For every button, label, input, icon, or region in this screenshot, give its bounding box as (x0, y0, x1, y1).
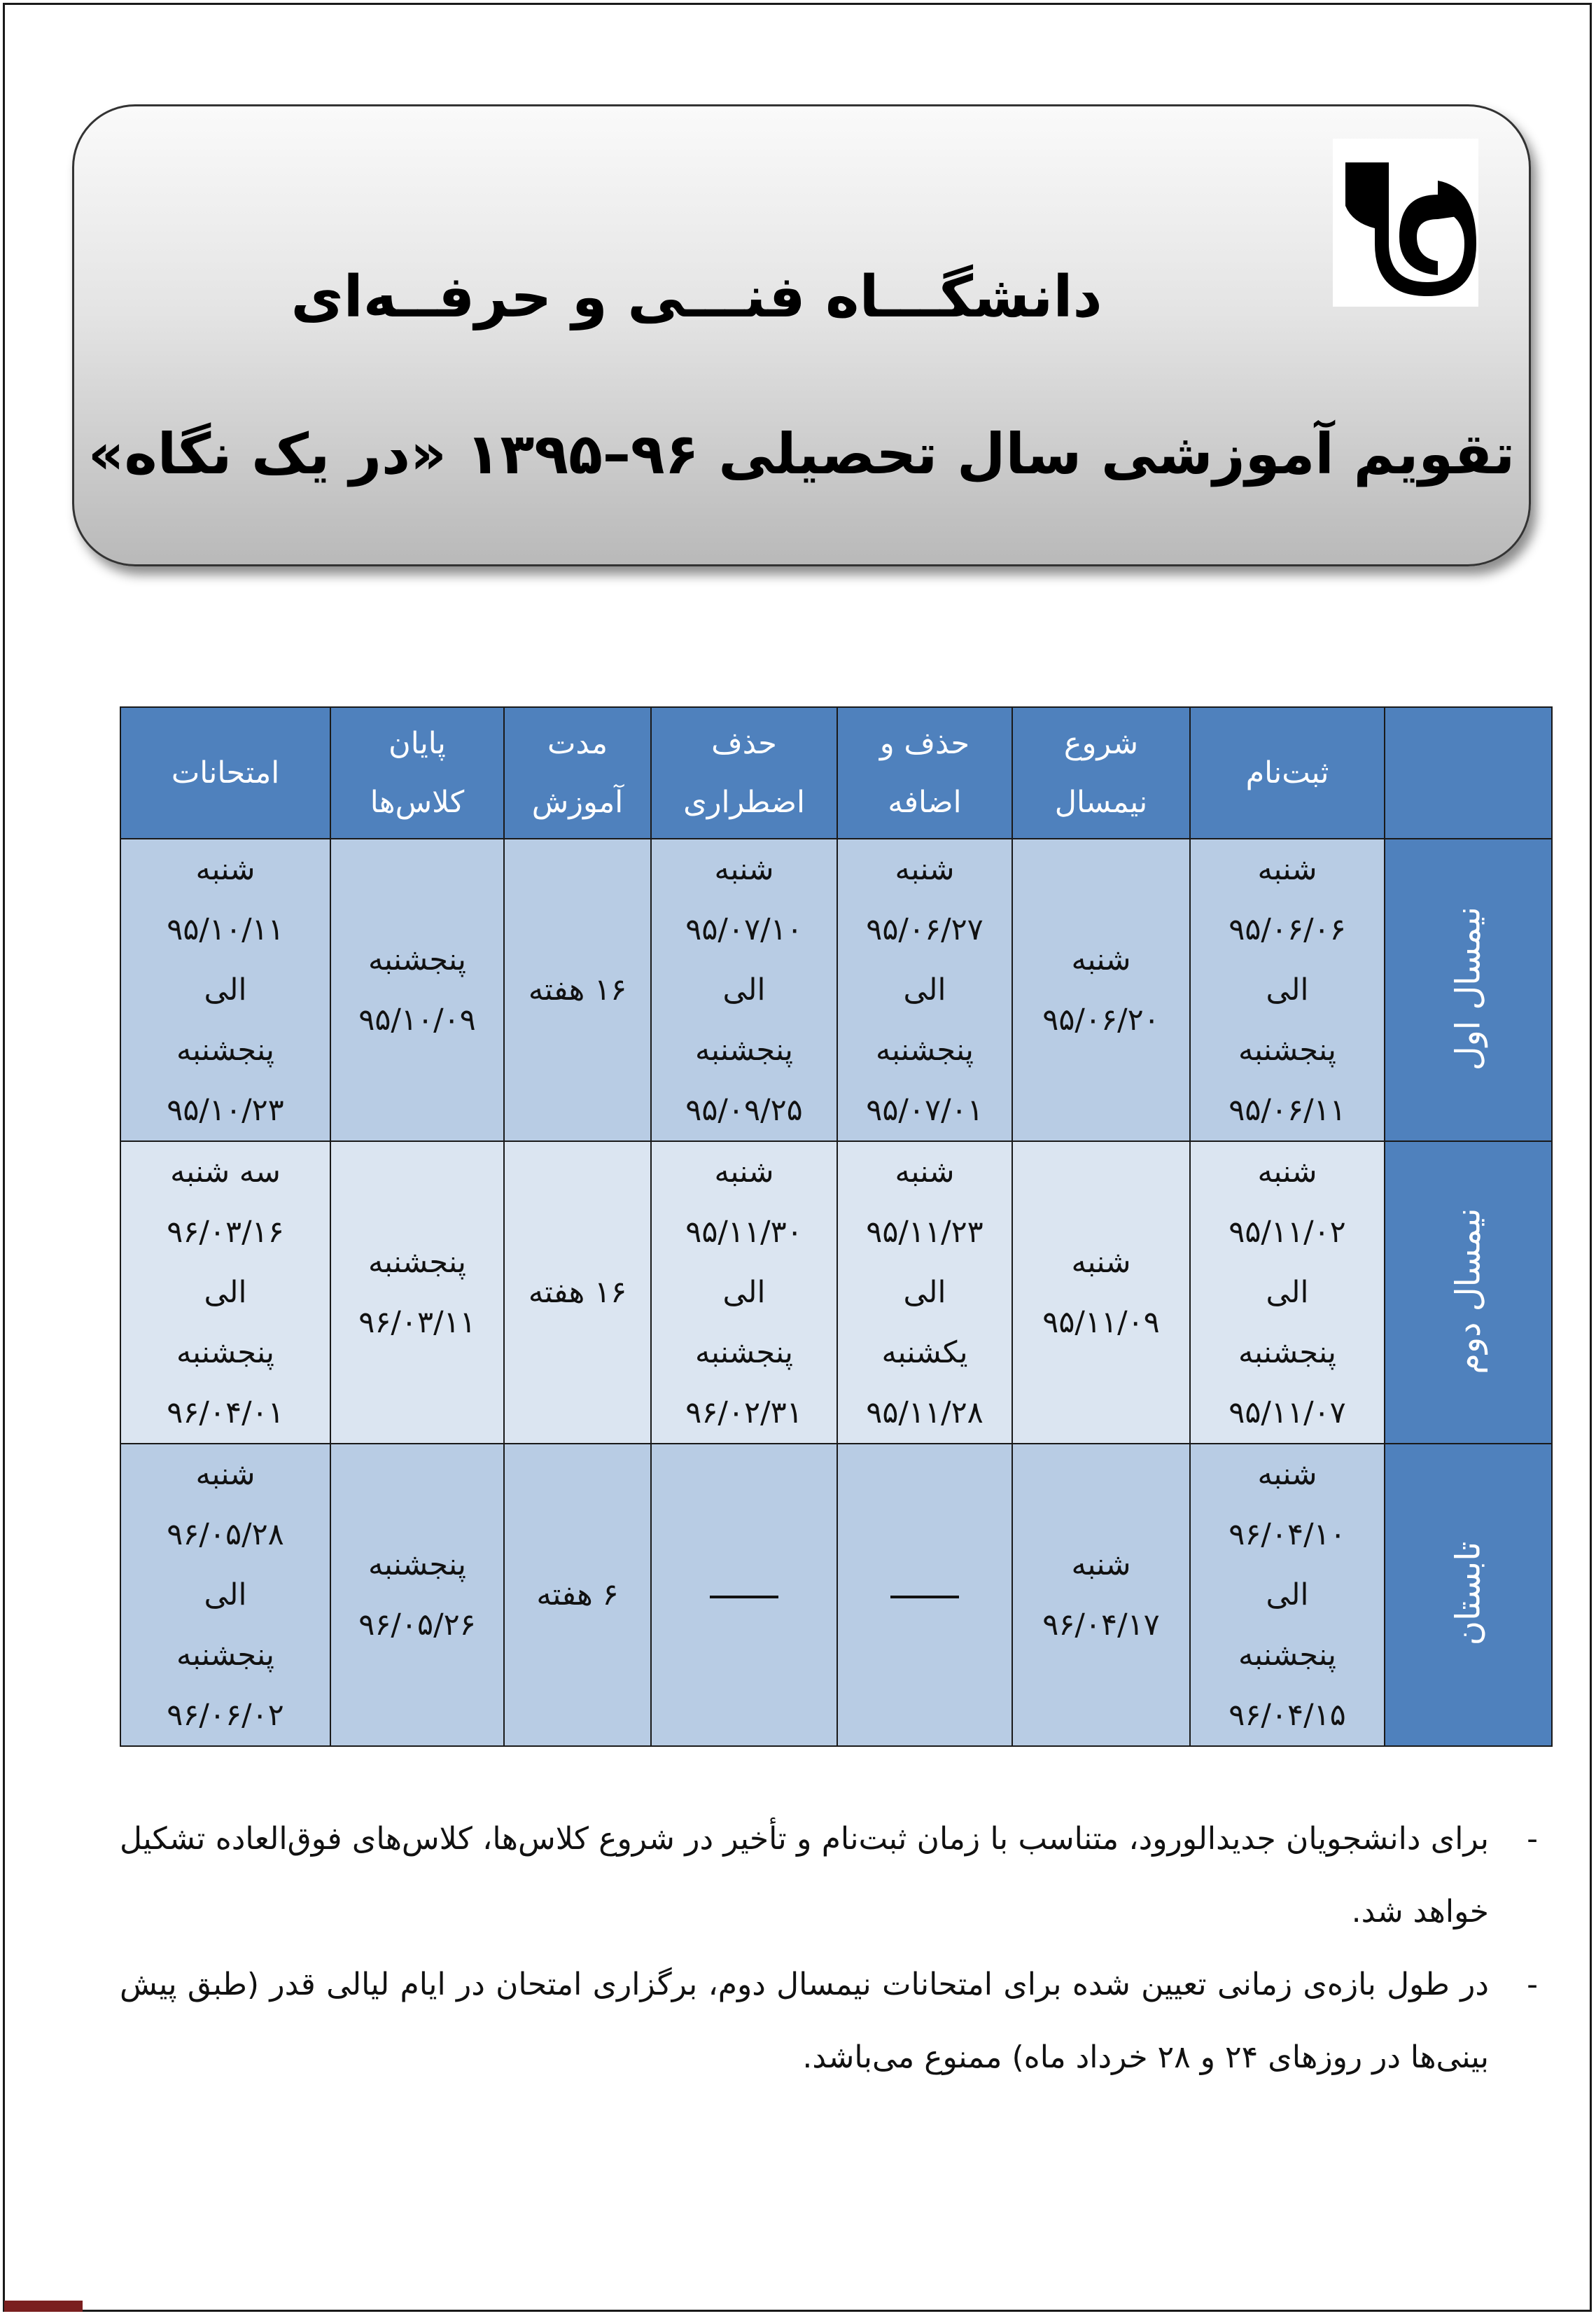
column-header (837, 707, 1012, 839)
cell-text: الی (204, 972, 247, 1007)
cell-text: ۹۵/۱۱/۲۸ (866, 1395, 983, 1430)
semester-start-cell (1012, 1141, 1190, 1444)
cell-text: ۹۶/۰۶/۰۲ (167, 1698, 284, 1733)
classes-end-cell (330, 839, 504, 1141)
column-header-label: ثبت‌نام (1245, 755, 1329, 790)
cell-text: ۱۶ هفته (528, 1275, 627, 1310)
cell-text: ۹۶/۰۴/۱۵ (1228, 1698, 1346, 1733)
cell-text: الی (722, 972, 766, 1007)
column-header-label: امتحانات (171, 755, 280, 790)
university-logo-icon (1333, 139, 1478, 307)
cell-text: ۹۵/۱۰/۲۳ (167, 1093, 284, 1128)
cell-text: ۹۶/۰۴/۱۰ (1228, 1517, 1346, 1552)
cell-text: یکشنبه (881, 1335, 968, 1370)
cell-text: ۹۵/۰۹/۲۵ (685, 1093, 803, 1128)
cell-text: ۹۵/۱۰/۰۹ (358, 1003, 476, 1038)
column-header (330, 707, 504, 839)
cell-text: ۹۶/۰۲/۳۱ (685, 1395, 803, 1430)
cell-text: شنبه (1071, 1245, 1131, 1280)
cell-text: ۱۶ هفته (528, 972, 627, 1007)
note-bullet: - (1527, 1821, 1538, 1857)
cell-text: الی (722, 1275, 766, 1310)
column-header-label: پایان (388, 726, 446, 761)
add-drop-cell (837, 1444, 1012, 1746)
semester-label: تابستان (1448, 1541, 1488, 1646)
emergency-drop-cell (651, 1444, 837, 1746)
cell-text: پنجشنبه (694, 1335, 794, 1370)
classes-end-cell (330, 1444, 504, 1746)
column-header (504, 707, 651, 839)
column-header-label: شروع (1063, 726, 1139, 761)
emergency-drop-cell (651, 1141, 837, 1444)
cell-text: الی (1266, 1275, 1309, 1310)
cell-text: سه شنبه (170, 1154, 281, 1190)
add-drop-cell (837, 1141, 1012, 1444)
column-header (651, 707, 837, 839)
cell-text: الی (204, 1577, 247, 1612)
cell-text: شنبه (195, 1457, 255, 1492)
exams-cell (120, 1444, 330, 1746)
cell-text: الی (1266, 972, 1309, 1007)
cell-text: ۹۵/۱۱/۰۹ (1042, 1305, 1160, 1340)
cell-text: ۹۶/۰۳/۱۶ (167, 1215, 284, 1250)
cell-text: الی (903, 972, 946, 1007)
cell-text: ۹۵/۱۱/۲۳ (866, 1215, 983, 1250)
cell-text: پنجشنبه (875, 1033, 974, 1068)
note-text: برای دانشجویان جدیدالورود، متناسب با زمان ثبت‌نام و تأخیر در شروع کلاس‌ها، کلاس‌های فوق‌العاده تشکیل خواهد شد. (120, 1821, 1489, 1930)
cell-text: شنبه (895, 1154, 955, 1190)
column-header-label: مدت (547, 726, 608, 761)
header-banner (72, 104, 1531, 566)
cell-text: شنبه (1257, 1154, 1317, 1190)
cell-text: شنبه (714, 1154, 774, 1190)
cell-text: شنبه (1071, 1547, 1131, 1582)
cell-text: الی (903, 1275, 946, 1310)
semester-start-cell (1012, 1444, 1190, 1746)
column-header-label: حذف و (879, 726, 970, 761)
source-watermark-badge (4, 2301, 83, 2312)
cell-text: ۶ هفته (536, 1577, 619, 1612)
university-logo (1333, 139, 1478, 307)
note-text: در طول بازه‌ی زمانی تعیین شده برای امتحانات نیمسال دوم، برگزاری امتحان در ایام لیالی قدر (طبق پیش بینی‌ها در روزهای ۲۴ و ۲۸ خرداد ماه) ممنوع می‌باشد. (120, 1967, 1489, 2075)
cell-text: پنجشنبه (694, 1033, 794, 1068)
corner-header-cell (1385, 707, 1552, 839)
cell-text: ۹۵/۱۱/۰۷ (1228, 1395, 1346, 1430)
calendar-title: تقویم آموزشی سال تحصیلی ۹۶–۱۳۹۵ «در یک نگاه» (88, 421, 1516, 487)
note-item (120, 1948, 1538, 2094)
page (3, 3, 1592, 2312)
cell-text: شنبه (195, 852, 255, 887)
cell-text: ۹۵/۰۶/۲۷ (866, 912, 983, 947)
emergency-drop-cell (651, 839, 837, 1141)
cell-text: ۹۵/۱۰/۱۱ (167, 912, 284, 947)
exams-cell (120, 839, 330, 1141)
academic-calendar-table (120, 706, 1553, 1747)
cell-text: ۹۵/۰۶/۱۱ (1228, 1093, 1346, 1128)
cell-text: الی (1266, 1577, 1309, 1612)
column-header (120, 707, 330, 839)
cell-text: ۹۶/۰۵/۲۸ (167, 1517, 284, 1552)
registration-cell (1190, 839, 1385, 1141)
table-row (120, 839, 1552, 1141)
column-header (1190, 707, 1385, 839)
cell-text: شنبه (714, 852, 774, 887)
cell-text: ۹۵/۰۷/۱۰ (685, 912, 803, 947)
cell-text: ۹۵/۰۶/۲۰ (1042, 1003, 1160, 1038)
column-header-label: حذف (711, 726, 777, 761)
notes-section (120, 1803, 1538, 2094)
cell-text: ۹۶/۰۳/۱۱ (358, 1305, 476, 1340)
semester-cell (1385, 1141, 1552, 1444)
cell-text: ۹۶/۰۴/۱۷ (1042, 1607, 1160, 1642)
not-applicable-dash (890, 1596, 959, 1598)
note-bullet: - (1527, 1967, 1538, 2002)
registration-cell (1190, 1444, 1385, 1746)
column-header-label: اضافه (888, 785, 962, 820)
registration-cell (1190, 1141, 1385, 1444)
cell-text: پنجشنبه (368, 942, 467, 977)
not-applicable-dash (710, 1596, 778, 1598)
cell-text: شنبه (1071, 942, 1131, 977)
column-header-label: کلاس‌ها (370, 785, 465, 820)
duration-cell (504, 839, 651, 1141)
column-header-label: اضطراری (683, 785, 805, 820)
semester-start-cell (1012, 839, 1190, 1141)
header-row (120, 707, 1552, 839)
cell-text: ۹۵/۱۱/۰۲ (1228, 1215, 1346, 1250)
cell-text: پنجشنبه (176, 1335, 275, 1370)
cell-text: شنبه (1257, 1457, 1317, 1492)
cell-text: شنبه (895, 852, 955, 887)
column-header (1012, 707, 1190, 839)
cell-text: پنجشنبه (368, 1245, 467, 1280)
column-header-label: نیمسال (1054, 785, 1148, 820)
cell-text: ۹۶/۰۴/۰۱ (167, 1395, 284, 1430)
university-title: دانشگـــاه فنـــی و حرفــه‌ای (290, 264, 1102, 330)
note-item (120, 1803, 1538, 1948)
cell-text: پنجشنبه (1238, 1638, 1337, 1673)
cell-text: شنبه (1257, 852, 1317, 887)
duration-cell (504, 1141, 651, 1444)
cell-text: الی (204, 1275, 247, 1310)
cell-text: پنجشنبه (176, 1638, 275, 1673)
exams-cell (120, 1141, 330, 1444)
cell-text: پنجشنبه (1238, 1335, 1337, 1370)
cell-text: ۹۵/۰۶/۰۶ (1228, 912, 1346, 947)
cell-text: پنجشنبه (368, 1547, 467, 1582)
column-header-label: آموزش (531, 785, 624, 820)
cell-text: ۹۵/۰۷/۰۱ (866, 1093, 983, 1128)
semester-label: نیمسال دوم (1448, 1208, 1488, 1374)
duration-cell (504, 1444, 651, 1746)
semester-cell (1385, 1444, 1552, 1746)
add-drop-cell (837, 839, 1012, 1141)
semester-cell (1385, 839, 1552, 1141)
table-row (120, 1141, 1552, 1444)
cell-text: ۹۶/۰۵/۲۶ (358, 1607, 476, 1642)
cell-text: پنجشنبه (176, 1033, 275, 1068)
table-row (120, 1444, 1552, 1746)
cell-text: پنجشنبه (1238, 1033, 1337, 1068)
semester-label: نیمسال اول (1448, 906, 1488, 1071)
cell-text: ۹۵/۱۱/۳۰ (685, 1215, 803, 1250)
classes-end-cell (330, 1141, 504, 1444)
